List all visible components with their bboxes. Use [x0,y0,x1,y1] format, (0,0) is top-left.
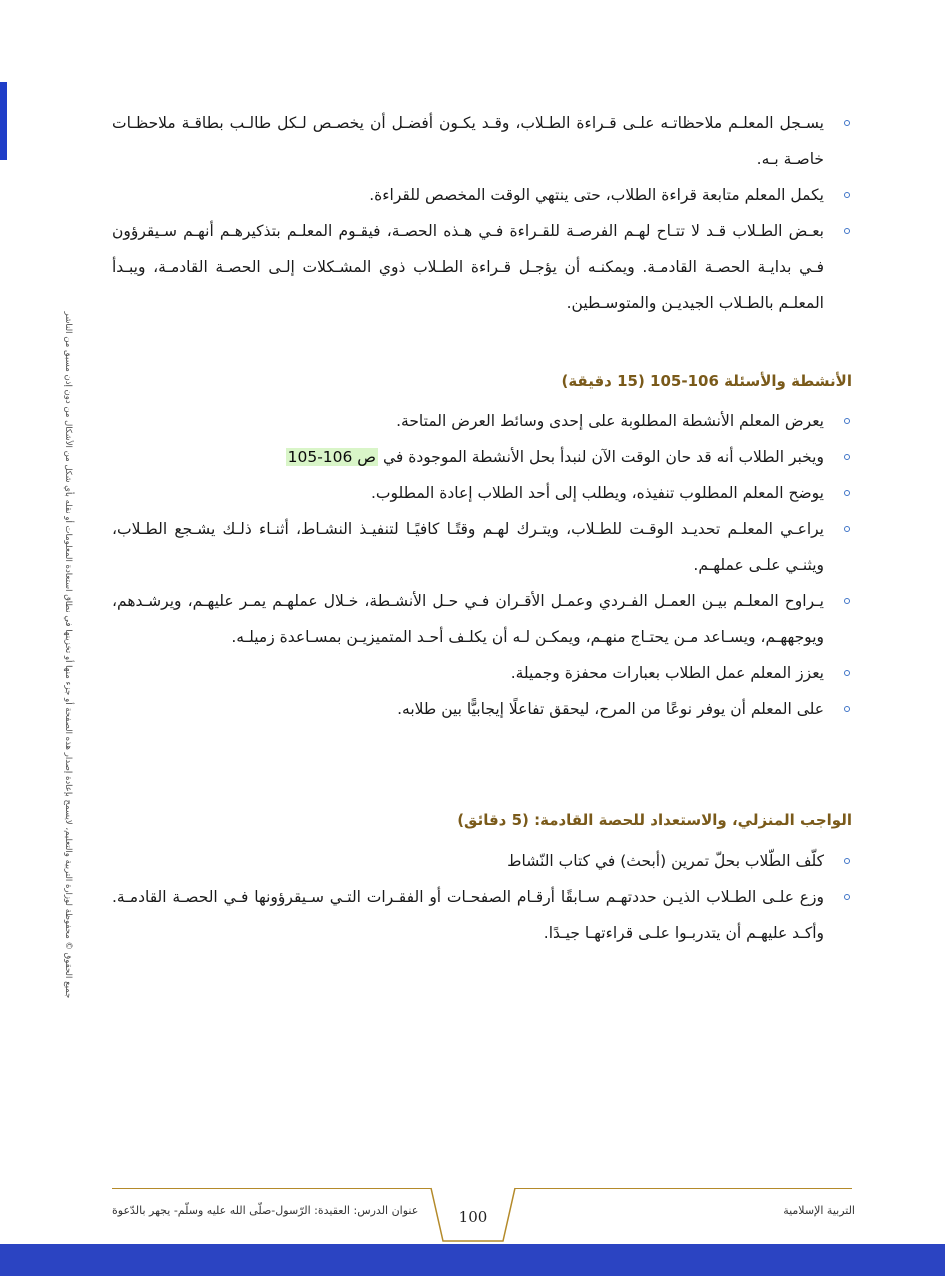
page-content [112,105,852,942]
page-number: 100 [458,1208,488,1226]
homework-heading: الواجب المنزلي، والاستعداد للحصة القادمة: (5 دقائق) [457,811,852,829]
copyright-side-note [48,305,88,1005]
intro-list [112,105,852,321]
list-item: يعزز المعلم عمل الطلاب بعبارات محفزة وجميلة. [112,655,852,691]
list-item-pages [112,439,852,475]
list-item: وزع علـى الطـلاب الذيـن حددتهـم سـابقًا أرقـام الصفحـات أو الفقـرات التـي سـيقرؤونها فـي الحصـة القادمـة. وأكـد عليهـم أن يتدربـوا علـى قراءتهـا جيـدًا. [112,879,852,951]
list-item: كلّف الطّلاب بحلّ تمرين (أبحث) في كتاب النّشاط [112,843,852,879]
lesson-title: عنوان الدرس: العقيدة: الرّسول-صلّى الله عليه وسلّم- يجهر بالدّعوة [112,1204,419,1217]
bottom-color-band [0,1244,945,1276]
list-item: يوضح المعلم المطلوب تنفيذه، ويطلب إلى أحد الطلاب إعادة المطلوب. [112,475,852,511]
pages-highlight: ص 106-105 [287,448,377,466]
activities-list [112,403,852,727]
list-item: يسـجل المعلـم ملاحظاتـه علـى قـراءة الطـلاب، وقـد يكـون أفضـل أن يخصـص لـكل طالـب بطاقـة ملاحظـات خاصـة بـه. [112,105,852,177]
list-item: يـراوح المعلـم بيـن العمـل الفـردي وعمـل الأقـران فـي حـل الأنشـطة، خـلال عملهـم يمـر عليهـم، ويرشـدهم، ويوجههـم، ويسـاعد مـن يحتـاج منهـم، ويمكـن لـه أن يكلـف أحـد المتميزيـن بمسـاعدة زميلـه. [112,583,852,655]
activities-heading: الأنشطة والأسئلة 106-105 (15 دقيقة) [561,372,852,390]
subject-name: التربية الإسلامية [783,1204,855,1217]
left-edge-tab [0,82,7,160]
pages-text: ويخبر الطلاب أنه قد حان الوقت الآن لنبدأ بحل الأنشطة الموجودة في [382,448,824,466]
list-item: على المعلم أن يوفر نوعًا من المرح، ليحقق تفاعلًا إيجابيًّا بين طلابه. [112,691,852,727]
list-item: يكمل المعلم متابعة قراءة الطلاب، حتى ينتهي الوقت المخصص للقراءة. [112,177,852,213]
homework-list [112,843,852,951]
list-item: بعـض الطـلاب قـد لا تتـاح لهـم الفرصـة للقـراءة فـي هـذه الحصـة، فيقـوم المعلـم بتذكيرهـم أنهـم سـيقرؤون فـي بدايـة الحصـة القادمـة. ويمكنـه أن يؤجـل قـراءة الطـلاب ذوي المشـكلات إلـى الحصـة القادمـة، ويبـدأ المعلـم بالطـلاب الجيديـن والمتوسـطين. [112,213,852,321]
list-item: يراعـي المعلـم تحديـد الوقـت للطـلاب، ويتـرك لهـم وقتًـا كافيًـا لتنفيـذ النشـاط، أثنـاء ذلـك يشـجع الطـلاب، ويثنـي علـى عملهـم. [112,511,852,583]
copyright-text: جميع الحقوق © محفوظة لوزارة التربية والتعليم، لايسمح بإعادة إصدار هذه الصفحة أو جزء منها أو تخزينها في نطاق استعادة المعلومات أو نقله بأي شكل من الأشكال من دون إذن مسبق من الناشر [63,311,73,999]
list-item: يعرض المعلم الأنشطة المطلوبة على إحدى وسائط العرض المتاحة. [112,403,852,439]
